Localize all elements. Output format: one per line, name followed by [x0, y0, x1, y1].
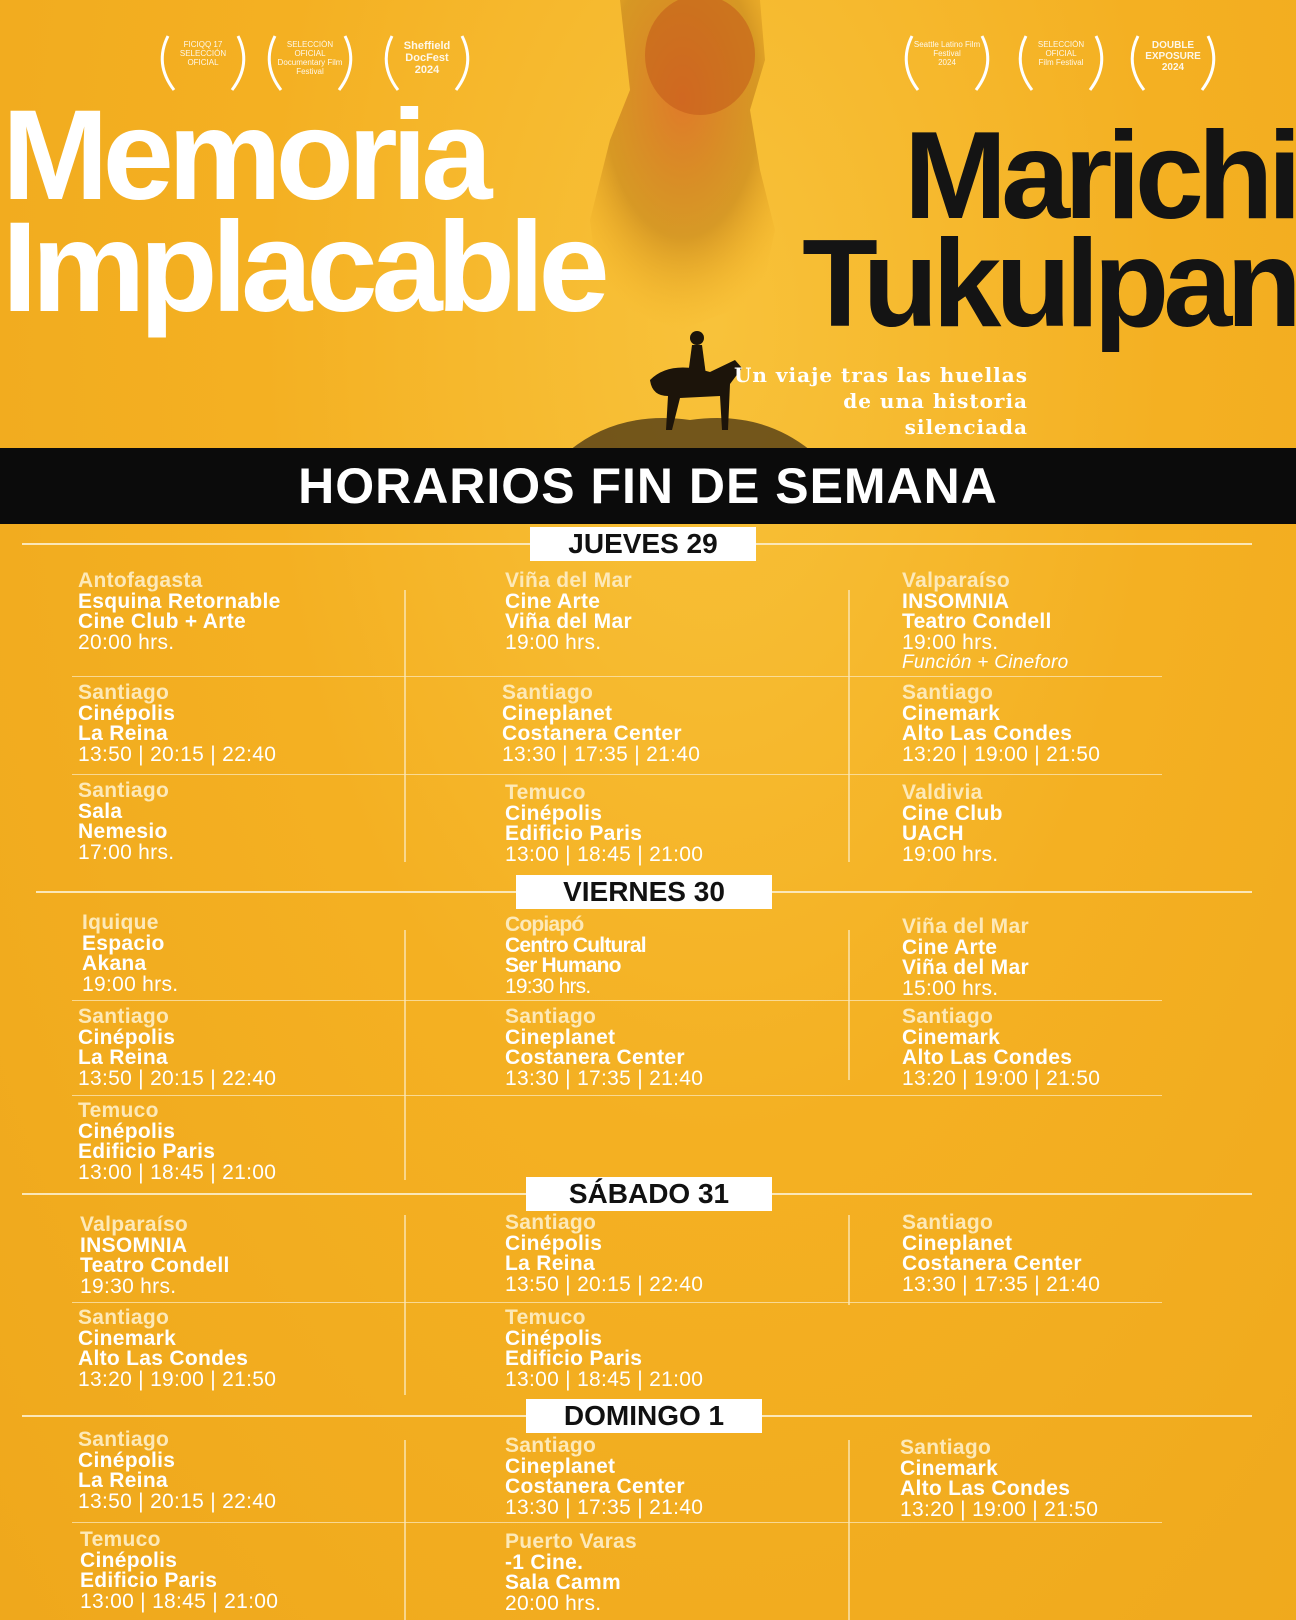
venue-label: Cinépolis [80, 1548, 178, 1572]
screening-entry [78, 571, 281, 653]
venue-label: Viña del Mar [902, 956, 1029, 979]
venue-label: -1 Cine. [505, 1550, 584, 1574]
city-label: Santiago [78, 1005, 170, 1028]
laurel-label: FICIQQ 17 SELECCIÓN OFICIAL [179, 40, 227, 67]
venue-label: Akana [82, 952, 147, 975]
screening-entry [78, 1430, 276, 1512]
laurel-label: SELECCIÓN OFICIAL Documentary Film Festival [277, 40, 343, 76]
city-label: Santiago [902, 1211, 994, 1234]
venue-label: Alto Las Condes [900, 1477, 1071, 1500]
screening-entry [78, 1101, 276, 1183]
venue-label: Cineplanet [505, 1454, 616, 1478]
city-label: Temuco [80, 1528, 161, 1551]
screening-entry [80, 1530, 278, 1612]
tagline: Un viaje tras las huellas de una historia silenciada [733, 363, 1028, 439]
city-label: Valparaíso [902, 569, 1011, 592]
showtimes: 13:50 | 20:15 | 22:40 [78, 1066, 277, 1090]
city-label: Santiago [505, 1005, 597, 1028]
laurel-label: SELECCIÓN OFICIAL Film Festival [1037, 40, 1085, 67]
city-label: Antofagasta [78, 569, 203, 592]
venue-label: Viña del Mar [505, 610, 632, 633]
screening-entry [900, 1438, 1098, 1520]
showtimes: 19:00 hrs. [902, 842, 999, 866]
column-divider [404, 1440, 406, 1620]
screening-entry [902, 683, 1100, 765]
venue-label: Costanera Center [502, 722, 682, 745]
screening-entry [78, 683, 276, 765]
laurel-badge [1006, 30, 1116, 96]
venue-label: Cinemark [900, 1456, 999, 1480]
showtimes: 13:00 | 18:45 | 21:00 [505, 842, 704, 866]
venue-label: La Reina [78, 1469, 168, 1492]
screening-entry [505, 1532, 637, 1614]
venue-label: Cine Club [902, 801, 1003, 825]
screening-entry [80, 1215, 230, 1297]
laurel-label: Sheffield DocFest 2024 [403, 40, 451, 76]
row-divider [72, 774, 1162, 775]
city-label: Temuco [505, 781, 586, 804]
venue-label: La Reina [78, 1046, 168, 1069]
venue-label: Alto Las Condes [902, 722, 1073, 745]
venue-label: Alto Las Condes [902, 1046, 1073, 1069]
city-label: Santiago [505, 1211, 597, 1234]
venue-label: Espacio [82, 931, 165, 955]
city-label: Santiago [78, 1428, 170, 1451]
screening-entry [78, 1308, 276, 1390]
venue-label: Cinemark [902, 1025, 1001, 1049]
showtimes: 13:20 | 19:00 | 21:50 [902, 742, 1101, 766]
column-divider [848, 930, 850, 1080]
showtimes: 13:30 | 17:35 | 21:40 [502, 742, 701, 766]
day-label-domingo: DOMINGO 1 [526, 1399, 762, 1433]
venue-label: Sala Camm [505, 1571, 621, 1594]
venue-label: Cinépolis [78, 1448, 176, 1472]
day-label-sabado: SÁBADO 31 [526, 1177, 772, 1211]
screening-entry [505, 1308, 703, 1390]
venue-label: Cinépolis [78, 1119, 176, 1143]
venue-label: La Reina [78, 722, 168, 745]
city-label: Viña del Mar [902, 915, 1029, 938]
venue-label: Ser Humano [505, 954, 621, 977]
city-label: Viña del Mar [505, 569, 632, 592]
venue-label: Teatro Condell [80, 1254, 230, 1277]
title-memoria-implacable: Memoria Implacable [2, 84, 604, 339]
venue-label: Centro Cultural [505, 933, 646, 957]
column-divider [848, 590, 850, 862]
venue-label: Edificio Paris [505, 822, 643, 845]
venue-label: Nemesio [78, 820, 168, 843]
city-label: Santiago [78, 681, 170, 704]
venue-label: Cinépolis [505, 801, 603, 825]
city-label: Santiago [902, 1005, 994, 1028]
venue-label: Cine Club + Arte [78, 610, 246, 633]
venue-label: Costanera Center [505, 1475, 685, 1498]
title-marichi-tukulpan: Marichi Tukulpan [802, 107, 1296, 353]
city-label: Santiago [902, 681, 994, 704]
screening-entry [78, 1007, 276, 1089]
screening-entry [902, 1007, 1100, 1089]
screening-entry [78, 781, 174, 863]
screening-entry [902, 917, 1029, 999]
showtimes: 19:00 hrs. [902, 630, 999, 654]
column-divider [404, 590, 406, 862]
city-label: Santiago [78, 779, 170, 802]
city-label: Santiago [78, 1306, 170, 1329]
showtimes: 13:50 | 20:15 | 22:40 [505, 1272, 704, 1296]
showtimes: 13:20 | 19:00 | 21:50 [900, 1497, 1099, 1521]
city-label: Valparaíso [80, 1213, 189, 1236]
showtimes: 13:30 | 17:35 | 21:40 [505, 1495, 704, 1519]
row-divider [72, 1522, 1162, 1523]
screening-entry [902, 1213, 1100, 1295]
city-label: Santiago [505, 1434, 597, 1457]
column-divider [848, 1215, 850, 1305]
showtimes: 20:00 hrs. [505, 1591, 602, 1615]
showtimes: 19:30 hrs. [80, 1274, 177, 1298]
laurel-label: DOUBLE EXPOSURE 2024 [1145, 40, 1201, 73]
screening-entry [902, 571, 1068, 674]
venue-label: INSOMNIA [902, 589, 1010, 613]
laurel-badge [892, 30, 1002, 96]
screening-entry [505, 1213, 703, 1295]
venue-label: Cineplanet [505, 1025, 616, 1049]
screening-entry [505, 1007, 703, 1089]
venue-label: Edificio Paris [78, 1140, 216, 1163]
city-label: Copiapó [505, 913, 584, 936]
showtimes: 19:00 hrs. [82, 972, 179, 996]
screening-note: Función + Cineforo [902, 652, 1069, 673]
venue-label: Edificio Paris [505, 1347, 643, 1370]
venue-label: INSOMNIA [80, 1233, 188, 1257]
showtimes: 17:00 hrs. [78, 840, 175, 864]
venue-label: UACH [902, 822, 964, 845]
day-label-viernes: VIERNES 30 [516, 875, 772, 909]
venue-label: Sala [78, 799, 123, 823]
showtimes: 20:00 hrs. [78, 630, 175, 654]
showtimes: 13:50 | 20:15 | 22:40 [78, 1489, 277, 1513]
venue-label: Cinépolis [505, 1231, 603, 1255]
city-label: Santiago [900, 1436, 992, 1459]
showtimes: 13:00 | 18:45 | 21:00 [80, 1589, 279, 1613]
showtimes: 13:00 | 18:45 | 21:00 [505, 1367, 704, 1391]
row-divider [72, 676, 1162, 677]
screening-entry [505, 571, 632, 653]
venue-label: Teatro Condell [902, 610, 1052, 633]
city-label: Valdivia [902, 781, 983, 804]
venue-label: Cinépolis [505, 1326, 603, 1350]
city-label: Iquique [82, 911, 159, 934]
venue-label: Cinemark [78, 1326, 177, 1350]
showtimes: 13:00 | 18:45 | 21:00 [78, 1160, 277, 1184]
city-label: Santiago [502, 681, 594, 704]
venue-label: Costanera Center [505, 1046, 685, 1069]
row-divider [72, 1095, 1162, 1096]
venue-label: La Reina [505, 1252, 595, 1275]
screening-entry [505, 915, 646, 997]
venue-label: Cinemark [902, 701, 1001, 725]
venue-label: Cinépolis [78, 701, 176, 725]
venue-label: Edificio Paris [80, 1569, 218, 1592]
column-divider [404, 1215, 406, 1395]
venue-label: Cinépolis [78, 1025, 176, 1049]
laurel-badge [1118, 30, 1228, 96]
venue-label: Cineplanet [902, 1231, 1013, 1255]
horse-rider-icon [650, 331, 742, 430]
venue-label: Alto Las Condes [78, 1347, 249, 1370]
schedule-banner: HORARIOS FIN DE SEMANA [0, 448, 1296, 524]
screening-entry [505, 783, 703, 865]
city-label: Temuco [78, 1099, 159, 1122]
showtimes: 13:30 | 17:35 | 21:40 [902, 1272, 1101, 1296]
column-divider [848, 1440, 850, 1620]
showtimes: 19:00 hrs. [505, 630, 602, 654]
day-label-jueves: JUEVES 29 [530, 527, 756, 561]
venue-label: Costanera Center [902, 1252, 1082, 1275]
screening-entry [82, 913, 178, 995]
column-divider [404, 930, 406, 1180]
screening-entry [505, 1436, 703, 1518]
venue-label: Esquina Retornable [78, 589, 281, 613]
showtimes: 15:00 hrs. [902, 976, 999, 1000]
city-label: Temuco [505, 1306, 586, 1329]
venue-label: Cineplanet [502, 701, 613, 725]
row-divider [72, 1000, 1162, 1001]
screening-entry [502, 683, 700, 765]
showtimes: 13:30 | 17:35 | 21:40 [505, 1066, 704, 1090]
showtimes: 19:30 hrs. [505, 974, 591, 998]
screening-entry [902, 783, 1003, 865]
laurel-label: Seattle Latino Film Festival 2024 [913, 40, 981, 67]
city-label: Puerto Varas [505, 1530, 637, 1553]
showtimes: 13:20 | 19:00 | 21:50 [78, 1367, 277, 1391]
showtimes: 13:50 | 20:15 | 22:40 [78, 742, 277, 766]
row-divider [72, 1302, 1162, 1303]
venue-label: Cine Arte [902, 935, 998, 959]
venue-label: Cine Arte [505, 589, 601, 613]
showtimes: 13:20 | 19:00 | 21:50 [902, 1066, 1101, 1090]
